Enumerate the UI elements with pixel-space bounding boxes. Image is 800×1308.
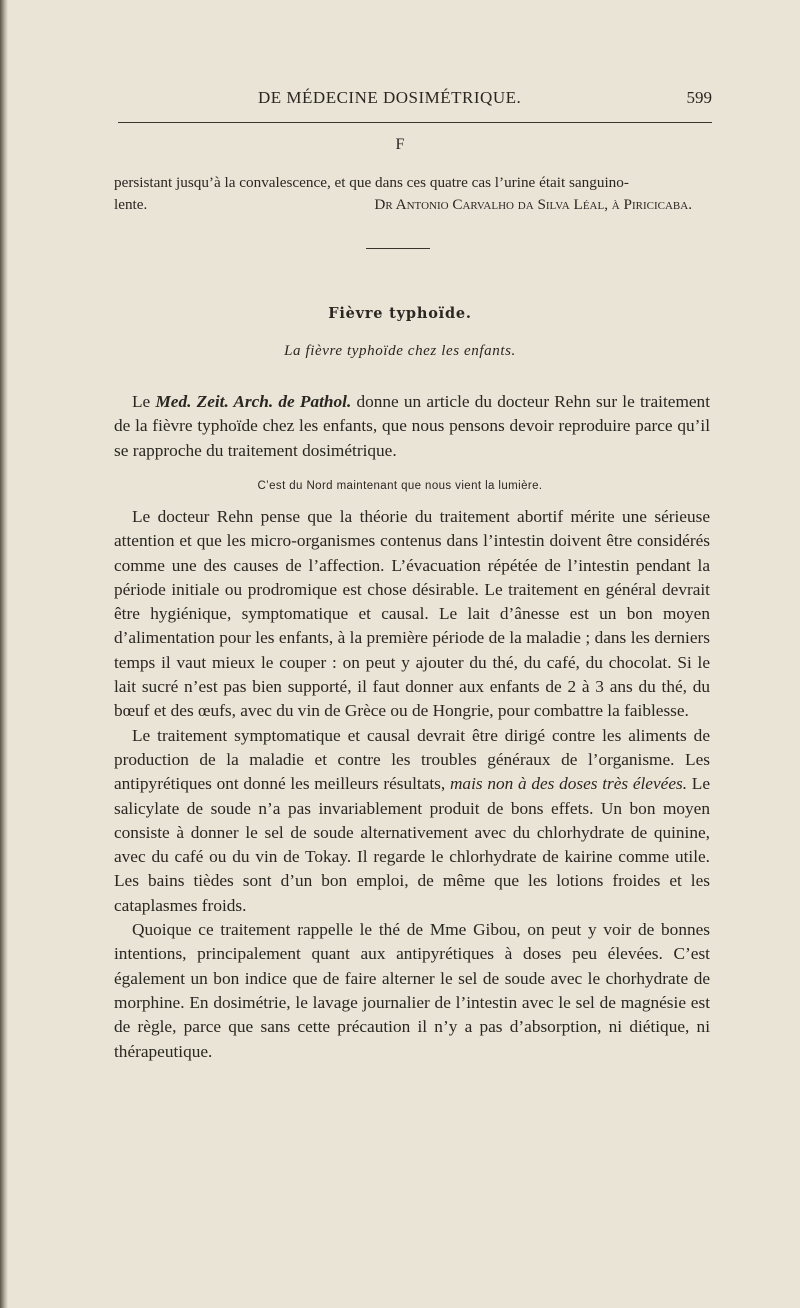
section-subtitle: La fièvre typhoïde chez les enfants. (284, 343, 516, 359)
running-title: DE MÉDECINE DOSIMÉTRIQUE. (258, 88, 522, 107)
intro-text (114, 390, 710, 463)
previous-article-line-end: lente. (114, 196, 148, 213)
header-rule (118, 122, 712, 123)
intro-paragraph (114, 390, 710, 463)
previous-article-line: persistant jusqu’à la convalescence, et que dans ces quatre cas l’urine était sanguino- (114, 174, 629, 191)
paragraph-2-b: Le salicylate de soude n’a pas invariablement produit de bons effets. Un bon moyen consiste à donner le sel de soude alternativement avec du chlorhydrate de quinine, avec du café ou du vin de Tokay. Il regarde le chlorhydrate de kairine comme utile. Les bains tièdes sont d’un bon emploi, de même que les lotions froides et les cataplasmes froids. (114, 774, 710, 915)
paragraph-1: Le docteur Rehn pense que la théorie du traitement abortif mérite une sérieuse attention et que les micro-organismes contenus dans l’intestin doivent être considérés comme une des causes de l’affection. L’évacuation répétée de l’intestin pendant la période initiale ou prodromique est chose désirable. Le traitement en général devrait être hygiénique, symptomatique et causal. Le lait d’ânesse est un bon moyen d’alimentation pour les enfants, à la première période de la maladie ; dans les derniers temps il vaut mieux le couper : on peut y ajouter du thé, du café, du chocolat. Si le lait sucré n’est pas bien supporté, il faut donner aux enfants de 2 à 3 ans du thé, du bœuf et des œufs, avec du vin de Grèce ou de Hongrie, pour combattre la faiblesse. (114, 507, 710, 721)
paragraph-2-a: Le traitement symptomatique et causal devrait être dirigé contre les aliments de production de la maladie et contre les troubles généraux de l’organisme. Les antipyrétiques ont donné les meilleurs résultats, (114, 725, 710, 794)
section-divider (366, 248, 430, 249)
previous-article-ending (114, 172, 710, 216)
page-binding-edge (0, 0, 8, 1308)
section-title: Fièvre typhoïde. (328, 305, 472, 322)
previous-article-signature (114, 194, 710, 216)
article-body (114, 505, 710, 1064)
paragraph-3: Quoique ce traitement rappelle le thé de Mme Gibou, on peut y voir de bonnes intentions, principalement quant aux antipyrétiques à doses peu élevées. C’est également un bon indice que de faire alterner le sel de soude avec le chorhydrate de morphine. En dosimétrie, le lavage journalier de l’intestin avec le sel de magnésie est de règle, parce que sans cette précaution il n’y a pas d’absorption, ni diétique, ni thérapeutique. (114, 920, 710, 1061)
signature-mark: F (395, 136, 405, 153)
editorial-note: C’est du Nord maintenant que nous vient la lumière. (257, 480, 543, 492)
intro-rest: donne un article du docteur Rehn sur le traitement de la fièvre typhoïde chez les enfants, que nous pensons devoir reproduire parce qu’il se rapproche du traitement dosimétrique. (114, 392, 710, 460)
paragraph-2 (114, 724, 710, 918)
author-signature: Dr Antonio Carvalho da Silva Léal, à Piricicaba. (374, 196, 692, 213)
journal-title: Med. Zeit. Arch. de Pathol. (155, 392, 352, 411)
running-header (120, 88, 712, 112)
intro-le: Le (132, 392, 156, 411)
paragraph-2-emphasis: mais non à des doses très élevées. (449, 774, 688, 794)
page-number: 599 (686, 88, 712, 107)
